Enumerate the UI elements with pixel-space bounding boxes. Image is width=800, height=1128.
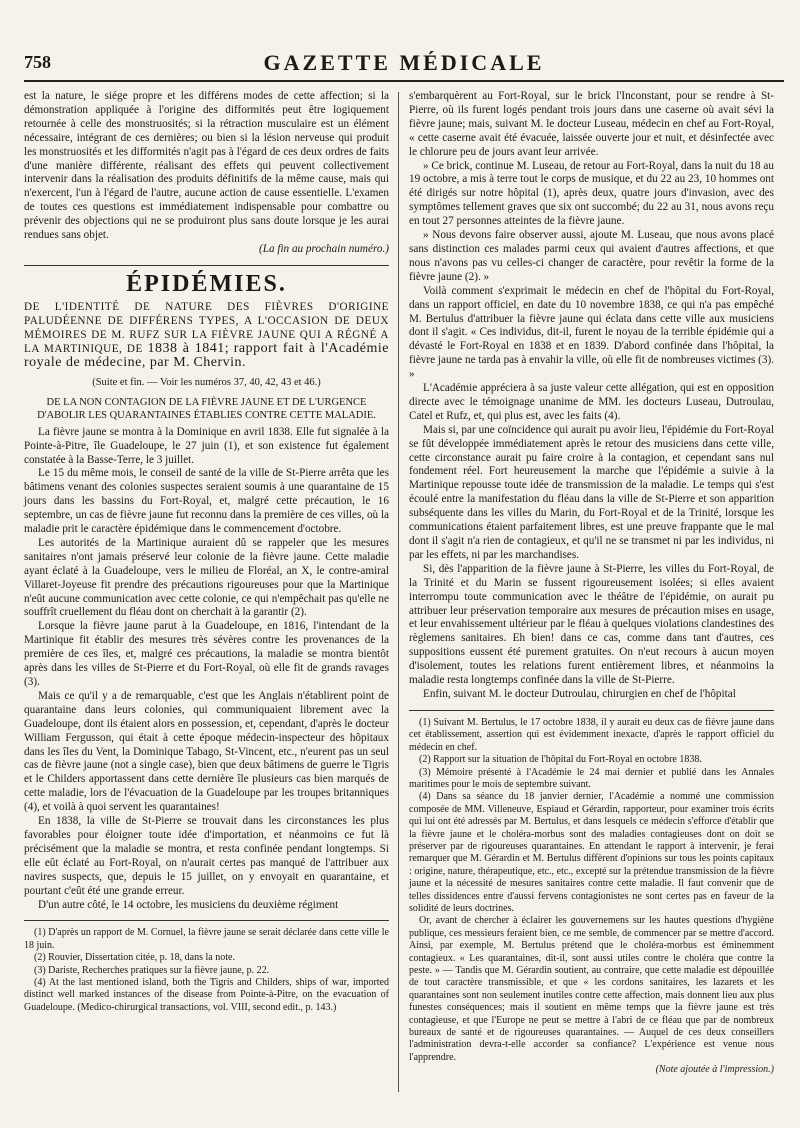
article-title-part-b: rapport fait à l'Académie royale de médecine, par M. — [24, 340, 390, 370]
body-paragraph: La fièvre jaune se montra à la Dominique en avril 1838. Elle fut signalée à la Pointe-à-Pitre, île Guadeloupe, le 27 juin (1), et son existence fut également constatée à la Basse-Terre, le 3 juillet. — [24, 425, 389, 466]
right-column — [409, 90, 774, 1077]
body-paragraph: Le 15 du même mois, le conseil de santé de la ville de St-Pierre arrêta que les bâtimens venant des colonies suspectes seraient soumis à une quarantaine de 15 jours dans les bassins du Fort-Royal, et, malgré cette précaution, le 16 septembre, un cas de fièvre jaune fut reconnu dans la première de ces villes, où la maladie prit le caractère épidémique dans le commencement d'octobre. — [24, 467, 389, 536]
article-title-part-a: DE L'IDENTITÉ DE NATURE DES FIÈVRES D'ORIGINE PALUDÉENNE DE DIFFÉRENS TYPES, A L'OCCASION DE DEUX MÉMOIRES DE M. RUFZ SUR LA FIÈVRE JAUNE QUI A RÉGNÉ A LA MARTINIQUE, DE — [24, 300, 389, 355]
footnote: (1) D'après un rapport de M. Cornuel, la fièvre jaune se serait déclarée dans cette ville le 18 juin. — [24, 927, 389, 951]
body-paragraph: D'un autre côté, le 14 octobre, les musiciens du deuxième régiment — [38, 898, 339, 911]
page-header — [24, 50, 784, 82]
left-footnotes — [24, 920, 389, 1014]
to-be-continued: (La fin au prochain numéro.) — [259, 242, 389, 255]
column-divider — [398, 92, 399, 1092]
body-paragraph: Voilà comment s'exprimait le médecin en chef de l'hôpital du Fort-Royal, dans un rapport officiel, en date du 10 novembre 1838, ce qui n'a pas empêché M. Bertulus d'attribuer la fièvre jaune qui éclata dans cette ville aux musiciens dont il s'agit. « Ces individus, dit-il, furent le noyau de la terrible épidémie qui a dévasté le Fort-Royal en 1838 et en 1839. D'abord confinée dans l'hôpital, la fièvre jaune ne tarda pas à envahir la ville, où elle fit de nombreuses victimes (3). » — [409, 284, 774, 381]
separator — [24, 265, 389, 266]
journal-title: GAZETTE MÉDICALE — [263, 50, 545, 75]
footnote: (4) Dans sa séance du 18 janvier dernier, l'Académie a nommé une commission composée de MM. Villeneuve, Espiaud et Gérardin, rapporteur, pour examiner trois écrits qui lui ont été adressés par M. Bertulus, et dans lesquels ce médecin s'efforce d'établir que la fièvre jaune et le choléra-morbus sont des maladies contagieuses dont on doit se préserver par de rigoureuses quarantaines. En attendant le rapport à intervenir, je ferai remarquer que M. Gérardin et M. Bertulus diffèrent d'opinions sur tous les points capitaux : origine, nature, thérapeutique, etc., etc., excepté sur la prétendue transmission de la fièvre jaune et la nécessité de mesures sanitaires contre cette maladie. Il faut convenir que de telles dissidences entre d'aussi fervens contagionistes ne sont certes pas en faveur de la solidité de leurs doctrines. — [409, 791, 774, 914]
article-author: Chervin. — [193, 354, 247, 370]
body-paragraph: L'Académie appréciera à sa juste valeur cette allégation, qui est en opposition directe avec le témoignage unanime de MM. les docteurs Luseau, Dutroulau, Catel et Rufz, et, qui plus est, avec les faits (4). — [409, 382, 774, 422]
body-paragraph: Enfin, suivant M. le docteur Dutroulau, chirurgien en chef de l'hôpital — [423, 687, 736, 700]
final-note: (Note ajoutée à l'impression.) — [655, 1064, 774, 1076]
body-paragraph: Lorsque la fièvre jaune parut à la Guadeloupe, en 1816, l'intendant de la Martinique fit établir des mesures très sévères contre les provenances de la première de ces îles, et, malgré ces précautions, la maladie se montra bientôt après dans les villes de St-Pierre et du Fort-Royal, où elle fit de grands ravages (3). — [24, 620, 389, 688]
body-paragraph: Mais si, par une coïncidence qui aurait pu avoir lieu, l'épidémie du Fort-Royal se fût développée immédiatement après le retour des musiciens dans cette ville, cette circonstance aurait pu faire croire à la contagion, et cependant sans nul fondement réel. Fort heureusement la marche que l'épidémie a suivie à la Martinique repousse toute idée de transmission de la maladie. Le temps qui s'est écoulé entre la manifestation du fléau dans la ville de St-Pierre et son apparition subséquente dans les villes du Marin, du Fort-Royal et de la Trinité, lorsque les communications étaient parfaitement libres, est une preuve frappante que le mal dont il s'agit n'a rien de contagieux, et qu'il ne se transmet ni par les individus, ni par les effets, ni par les marchandises. — [409, 423, 774, 561]
footnote: (2) Rouvier, Dissertation citée, p. 18, dans la note. — [34, 952, 235, 964]
suite-note: (Suite et fin. — Voir les numéros 37, 40, 42, 43 et 46.) — [92, 376, 321, 388]
body-paragraph: Les autorités de la Martinique auraient dû se rappeler que les mesures sanitaires n'ont jamais préservé leur colonie de la fièvre jaune. Cette maladie ayant éclaté à la Guadeloupe, vers le milieu de Floréal, an X, le contre-amiral Villaret-Joyeuse fit prendre des précautions rigoureuses pour que la Martinique n'eût aucune communication avec cette colonie, ce qui n'empêchait pas qu'elle ne souffrît cruellement du fléau dont on cherchait à la garantir (2). — [24, 536, 389, 619]
body-paragraph: En 1838, la ville de St-Pierre se trouvait dans les circonstances les plus favorables pour éloigner toute idée d'importation, et néanmoins ce fut là précisément que la maladie se montra, et resta confinée pendant longtemps. Si elle eût éclaté au Fort-Royal, on n'aurait certes pas manqué de l'attribuer aux navires suspects, que, depuis le 15 juillet, on y envoyait en quarantaine, et pourtant c'eût été une grande erreur. — [24, 815, 389, 897]
page-number: 758 — [24, 52, 51, 72]
article-title — [24, 300, 389, 370]
body-paragraph: Si, dès l'apparition de la fièvre jaune à St-Pierre, les villes du Fort-Royal, de la Trinité et du Marin se fussent rigoureusement isolées; si elles avaient interrompu toute communication avec le théâtre de l'épidémie, on aurait pu attribuer leur préservation temporaire aux mesures de précaution mises en usage, et leur envahissement ultérieur par le fléau à quelques violations clandestines des règlemens sanitaires. Eh bien! dans ce cas, comme dans tant d'autres, ces suppositions eussent été purement gratuites. On n'eut recours à aucun moyen d'isolement, toutes les relations furent entièrement libres, et néanmoins la maladie resta longtemps confinée dans la ville de St-Pierre. — [409, 562, 774, 687]
article-title-years: 1838 à 1841; — [147, 340, 230, 356]
footnote: (2) Rapport sur la situation de l'hôpital du Fort-Royal en octobre 1838. — [419, 754, 702, 766]
right-footnotes — [409, 710, 774, 1077]
section-title: ÉPIDÉMIES. — [126, 270, 287, 297]
subheading: DE LA NON CONTAGION DE LA FIÈVRE JAUNE ET DE L'URGENCE D'ABOLIR LES QUARANTAINES ÉTABLIES CONTRE CETTE MALADIE. — [37, 396, 376, 421]
footnote: (3) Dariste, Recherches pratiques sur la fièvre jaune, p. 22. — [34, 964, 270, 976]
footnote: (4) At the last mentioned island, both the Tigris and Childers, ships of war, imported distinct well marked instances of the disease from Pointe-à-Pitre, on the evacuation of Guadeloupe. (Medico-chirurgical transactions, vol. VIII, second edit., p. 143.) — [24, 977, 389, 1013]
body-paragraph: s'embarquèrent au Fort-Royal, sur le brick l'Inconstant, pour se rendre à St-Pierre, où ils furent logés pendant trois jours dans une caserne où avait sévi la fièvre jaune; mais, suivant M. le docteur Luseau, médecin en chef au Fort-Royal, « cette caserne avait été évacuée, laissée ouverte jour et nuit, et désinfectée avec le chlorure peu de jours avant leur arrivée. — [409, 90, 774, 158]
page — [24, 0, 784, 1128]
body-paragraph: » Ce brick, continue M. Luseau, de retour au Fort-Royal, dans la nuit du 18 au 19 octobre, a mis à terre tout le corps de musique, et du 22 au 23, 10 hommes ont été dirigés sur notre hôpital (1), après deux, quatre jours d'invasion, avec des symptômes tellement graves que six ont succombé; du 22 au 31, nous avons reçu en tout 27 personnes atteintes de la fièvre jaune. — [409, 159, 774, 228]
body-paragraph: Mais ce qu'il y a de remarquable, c'est que les Anglais n'établirent point de quarantaine dans leurs colonies, qui communiquaient librement avec la Guadeloupe, dont ils étaient alors en possession, et, cependant, d'après le docteur William Fergusson, qui était à cette époque médecin-inspecteur des hôpitaux dans les îles du Vent, la Dominique Tabago, St-Vincent, etc., n'eurent pas un seul cas de fièvre jaune (not a single case), bien que deux bâtimens de guerre le Tigris et le Childers apportassent dans cette dernière île plusieurs cas bien marqués de cette maladie, lors de l'évacuation de la Guadeloupe par les troupes britanniques (4), et voilà à quoi servent les quarantaines! — [24, 689, 389, 814]
left-column — [24, 90, 389, 1014]
footnote: Or, avant de chercher à éclairer les gouvernemens sur les hautes questions d'hygiène publique, ces messieurs feraient bien, ce me semble, de commencer par se mettre d'accord. Ainsi, par exemple, M. Bertulus prétend que le choléra-morbus est éminemment contagieux. « Les quarantaines, dit-il, sont aussi utiles contre le choléra que contre la peste. » — Tandis que M. Gérardin soutient, au contraire, que cette maladie est dépouillée de tout caractère transmissible, et que « les cordons sanitaires, les lazarets et les quarantaines sont non seulement inutiles contre cette affection, mais donnent lieu aux plus funestes conséquences; mais il soutient en même temps que la fièvre jaune est très contagieuse, et que l'Europe ne peut se mettre à l'abri de ce fléau que par de nombreux bureaux de santé et de rigoureuses quarantaines. — Auquel de ces deux conseillers l'administration devra-t-elle accorder sa confiance? L'expérience est venue nous l'apprendre. — [409, 915, 774, 1063]
footnote: (3) Mémoire présenté à l'Académie le 24 mai dernier et publié dans les Annales maritimes pour le mois de septembre suivant. — [409, 766, 774, 790]
continuation-paragraph: est la nature, le siége propre et les différens modes de cette affection; si la démonstration appliquée à l'origine des difformités peut être logiquement retournée à celle des monstruosités; si la rétraction musculaire est un élément nécessaire, intégrant de ces dernières; ou bien si la lésion nerveuse qui produit les monstruosités et les difformités n'agit pas à l'égard de ces deux ordres de faits d'une manière différente, réalisant des effets qui peuvent collectivement intervenir dans la réalisation des produits définitifs de la même cause, mais qui n'exercent, l'un à l'égard de l'autre, aucune action de cause essentielle. L'examen de toutes ces questions est immédiatement indispensable pour combattre ou prévenir des objections qui ne se produiront plus sans doute lorsque je les aurai rendues sans objet. — [24, 90, 389, 242]
footnote: (1) Suivant M. Bertulus, le 17 octobre 1838, il y aurait eu deux cas de fièvre jaune dans cet établissement, assertion qui est évidemment inexacte, d'après le rapport officiel du médecin en chef. — [409, 716, 774, 753]
body-paragraph: » Nous devons faire observer aussi, ajoute M. Luseau, que nous avons placé sans distinction ces malades parmi ceux qui avaient d'autres affections, et que nous n'avons pas vu celles-ci changer de caractère, pour revêtir la forme de la fièvre jaune (2). » — [409, 229, 774, 283]
